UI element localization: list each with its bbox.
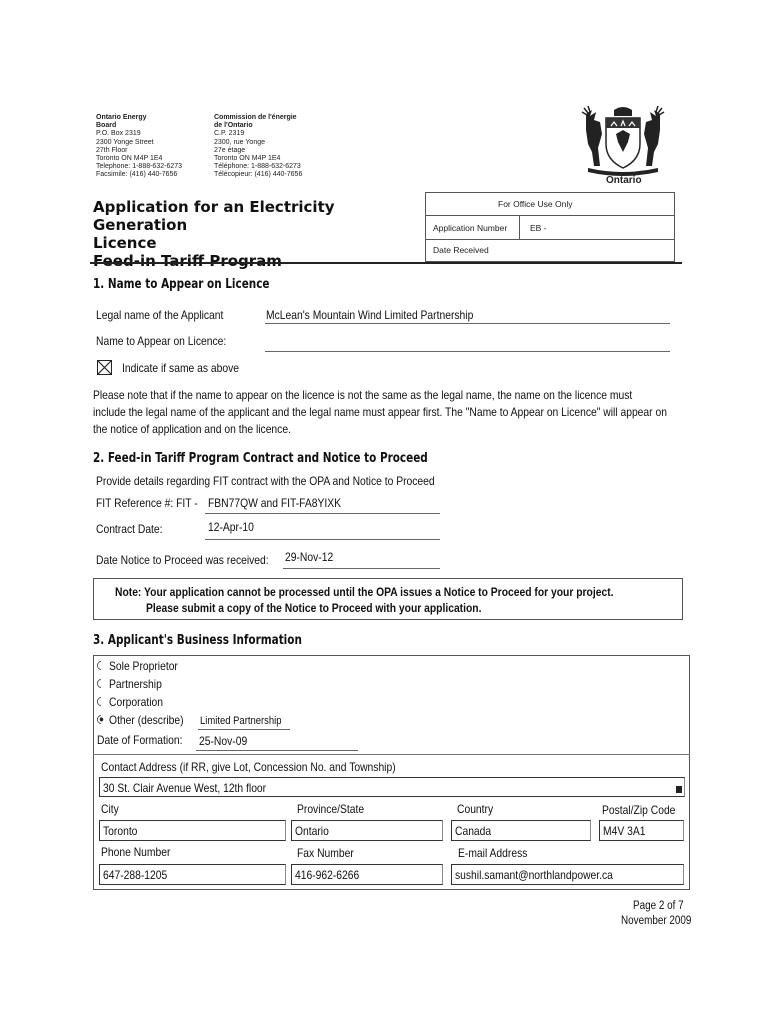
fr-line: Commission de l'énergie — [214, 114, 297, 121]
radio-selected-icon — [95, 713, 106, 726]
other-describe-value[interactable]: Limited Partnership — [200, 715, 282, 727]
fr-line: Téléphone: 1-888-632-6273 — [214, 163, 301, 171]
contact-address-label: Contact Address (if RR, give Lot, Concession No. and Township) — [101, 760, 396, 774]
postal-code-input[interactable] — [599, 820, 684, 841]
address-field-marker-icon — [676, 786, 682, 793]
city-label: City — [101, 802, 119, 816]
en-line: Board — [96, 122, 117, 130]
country-label: Country — [457, 802, 494, 816]
fax-value: 416-962-6266 — [295, 868, 360, 882]
opa-note-line-1: Note: Your application cannot be processed until the OPA issues a Notice to Proceed for your project. — [115, 585, 614, 599]
phone-label: Phone Number — [101, 845, 171, 859]
title-line-1: Application for an Electricity Generation — [93, 198, 335, 234]
email-value: sushil.samant@northlandpower.ca — [455, 868, 613, 882]
business-info-divider — [93, 754, 690, 755]
same-as-above-label: Indicate if same as above — [122, 361, 240, 375]
date-of-formation-underline — [196, 750, 358, 751]
province-value: Ontario — [295, 824, 329, 838]
application-number-value: EB - — [530, 223, 547, 233]
oeb-english-address — [96, 114, 206, 180]
section-1-heading: 1. Name to Appear on Licence — [93, 276, 270, 292]
date-received-label: Date Received — [433, 245, 489, 255]
fit-reference-label: FIT Reference #: FIT - — [96, 496, 198, 510]
legal-name-underline — [265, 323, 670, 324]
fr-line: de l'Ontario — [214, 122, 253, 130]
other-describe-underline — [198, 729, 290, 730]
office-row-divider — [425, 215, 675, 216]
option-partnership[interactable] — [97, 677, 162, 691]
email-label: E-mail Address — [458, 846, 528, 860]
phone-value: 647-288-1205 — [103, 868, 168, 882]
address-value: 30 St. Clair Avenue West, 12th floor — [103, 781, 267, 795]
fr-line: C.P. 2319 — [214, 130, 245, 138]
legal-name-value[interactable]: McLean's Mountain Wind Limited Partnership — [266, 308, 474, 322]
phone-input[interactable] — [99, 864, 286, 885]
notice-to-proceed-label: Date Notice to Proceed was received: — [96, 553, 269, 567]
fax-label: Fax Number — [297, 846, 354, 860]
fit-reference-value[interactable]: FBN77QW and FIT-FA8YIXK — [208, 496, 342, 510]
office-use-heading: For Office Use Only — [498, 199, 573, 209]
date-of-formation-value[interactable]: 25-Nov-09 — [199, 734, 248, 748]
fax-input[interactable] — [291, 864, 443, 885]
en-line: Toronto ON M4P 1E4 — [96, 155, 163, 163]
fit-intro-text: Provide details regarding FIT contract with the OPA and Notice to Proceed — [96, 474, 435, 488]
option-label: Corporation — [109, 695, 163, 709]
ontario-logo-text: Ontario — [606, 175, 642, 186]
option-label: Sole Proprietor — [109, 659, 178, 673]
radio-unselected-icon — [95, 659, 106, 672]
page-title — [93, 198, 413, 270]
option-label: Partnership — [109, 677, 162, 691]
application-number-label: Application Number — [433, 223, 508, 233]
title-line-2: Licence — [93, 234, 157, 252]
office-row-divider — [425, 239, 675, 240]
address-input[interactable] — [99, 777, 685, 797]
contract-date-label: Contract Date: — [96, 522, 163, 536]
name-on-licence-field[interactable] — [265, 351, 670, 352]
option-sole-proprietor[interactable] — [97, 659, 178, 673]
notice-to-proceed-value[interactable]: 29-Nov-12 — [285, 550, 334, 564]
option-label: Other (describe) — [109, 713, 184, 727]
name-on-licence-label: Name to Appear on Licence: — [96, 334, 227, 348]
notice-to-proceed-underline — [283, 568, 440, 569]
fr-line: Télécopieur: (416) 440-7656 — [214, 171, 303, 179]
postal-code-label: Postal/Zip Code — [602, 803, 676, 817]
page-number: Page 2 of 7 — [633, 900, 684, 912]
en-line: Telephone: 1-888-632-6273 — [96, 163, 183, 171]
en-line: Ontario Energy — [96, 114, 147, 121]
office-col-divider — [519, 215, 520, 239]
province-label: Province/State — [297, 802, 365, 816]
section-3-heading: 3. Applicant's Business Information — [93, 632, 302, 648]
option-other[interactable] — [97, 713, 184, 727]
fr-line: Toronto ON M4P 1E4 — [214, 155, 281, 163]
fr-line: 27e étage — [214, 146, 246, 154]
en-line: 27th Floor — [96, 146, 128, 154]
title-line-3: Feed-in Tariff Program — [93, 252, 282, 270]
radio-unselected-icon — [95, 695, 106, 708]
en-line: 2300 Yonge Street — [96, 138, 154, 146]
email-input[interactable] — [451, 864, 684, 885]
legal-name-label: Legal name of the Applicant — [96, 308, 224, 322]
en-line: P.O. Box 2319 — [96, 130, 141, 138]
city-value: Toronto — [103, 824, 138, 838]
postal-code-value: M4V 3A1 — [603, 824, 646, 838]
city-input[interactable] — [99, 820, 286, 841]
en-line: Facsimile: (416) 440-7656 — [96, 171, 178, 179]
contract-date-value[interactable]: 12-Apr-10 — [208, 520, 254, 534]
revision-date: November 2009 — [621, 915, 692, 927]
header-rule — [90, 262, 682, 264]
country-input[interactable] — [451, 820, 591, 841]
option-corporation[interactable] — [97, 695, 163, 709]
section-1-note: Please note that if the name to appear on the licence is not the same as the legal name, the name on the licence must include the legal name of the applicant and the legal name must appear first. The "Name to Appear on Licence" will appear on the notice of application and on the licence. — [93, 388, 667, 436]
checkbox-checked-icon — [97, 360, 112, 375]
radio-unselected-icon — [95, 677, 106, 690]
section-2-heading: 2. Feed-in Tariff Program Contract and Notice to Proceed — [93, 450, 428, 466]
fit-reference-underline — [205, 513, 440, 514]
contract-date-underline — [205, 539, 440, 540]
date-of-formation-label: Date of Formation: — [97, 733, 183, 747]
oeb-french-address — [214, 114, 344, 180]
province-input[interactable] — [291, 820, 443, 841]
fr-line: 2300, rue Yonge — [214, 138, 265, 146]
same-as-above-checkbox[interactable] — [97, 360, 112, 375]
opa-note-line-2: Please submit a copy of the Notice to Proceed with your application. — [146, 601, 482, 615]
country-value: Canada — [455, 824, 492, 838]
